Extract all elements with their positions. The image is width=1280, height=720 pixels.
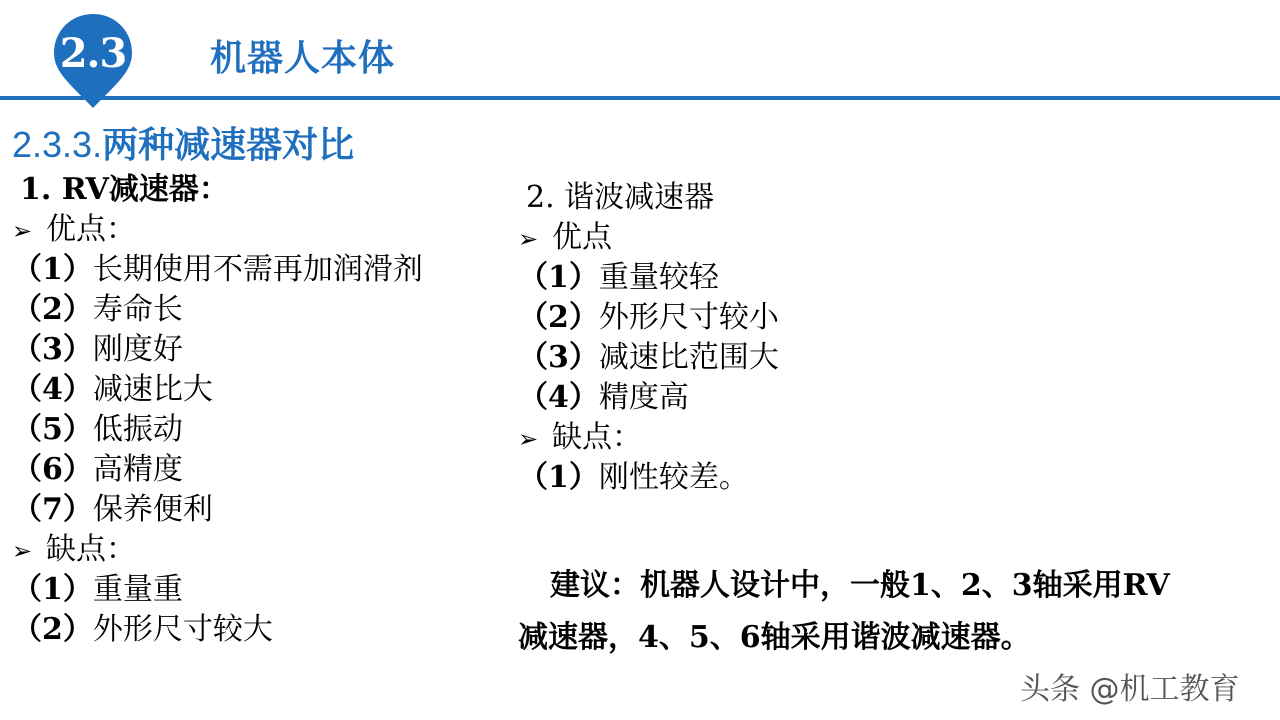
list-item: （3）刚度好 [12,332,183,367]
harmonic-cons-label: ➢ 缺点： [518,418,779,458]
section-number: 2.3.3. [12,124,103,165]
list-item: （1）重量较轻 [518,260,719,295]
arrow-bullet-icon: ➢ [518,225,539,253]
list-item: （1）重量重 [12,572,183,607]
harmonic-heading: 2. 谐波减速器 [526,180,715,215]
arrow-bullet-icon: ➢ [518,425,539,453]
harmonic-pros-label: ➢ 优点 [518,218,779,258]
rv-cons-label: ➢ 缺点： [12,530,423,570]
section-title: 两种减速器对比 [102,125,355,166]
rv-column [12,170,423,650]
badge-number: 2.3 [59,30,127,77]
chapter-title: 机器人本体 [210,38,396,79]
list-item: （4）精度高 [518,380,689,415]
list-item: （1）刚性较差。 [518,460,749,495]
list-item: （2）外形尺寸较小 [518,300,779,335]
rv-pros-label: ➢ 优点： [12,210,423,250]
harmonic-column [518,178,779,498]
header-divider [0,96,1280,100]
list-item: （3）减速比范围大 [518,340,779,375]
watermark: 头条 @机工教育 [1020,672,1240,707]
list-item: （7）保养便利 [12,492,213,527]
recommendation-line-1: 建议：机器人设计中，一般1、2、3轴采用RV [550,568,1170,603]
section-heading [12,117,354,168]
list-item: （2）寿命长 [12,292,183,327]
list-item: （4）减速比大 [12,372,213,407]
recommendation-line-2: 减速器，4、5、6轴采用谐波减速器。 [518,620,1031,655]
list-item: （2）外形尺寸较大 [12,612,273,647]
list-item: （5）低振动 [12,412,183,447]
arrow-bullet-icon: ➢ [12,217,33,245]
list-item: （1）长期使用不需再加润滑剂 [12,252,423,287]
list-item: （6）高精度 [12,452,183,487]
rv-heading: 1. RV减速器： [20,172,229,207]
recommendation [518,560,1238,664]
arrow-bullet-icon: ➢ [12,537,33,565]
